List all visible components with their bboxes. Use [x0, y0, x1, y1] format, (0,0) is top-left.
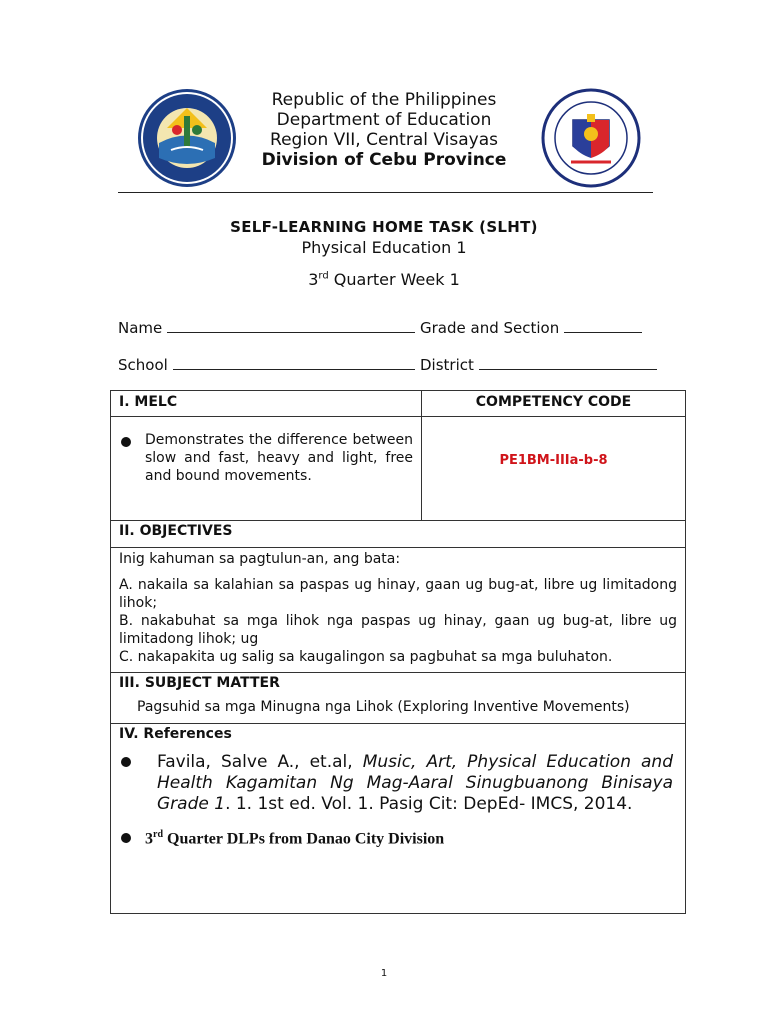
objective-b: B. nakabuhat sa mga lihok nga paspas ug hinay, gaan ug bug-at, libre ug limitadong lihok; ug: [119, 613, 677, 647]
reference-2-suffix: rd: [153, 829, 163, 840]
melc-heading: I. MELC: [111, 391, 422, 417]
district-input-line[interactable]: [479, 355, 657, 370]
melc-cell: [111, 417, 422, 521]
name-input-line[interactable]: [167, 318, 415, 333]
reference-1-title: Music, Art, Physical Education and Health Kagamitan Ng Mag-Aaral Sinugbuanong Binisaya Grade 1: [157, 752, 673, 814]
district-label: District: [420, 356, 474, 374]
name-label: Name: [118, 319, 163, 337]
lesson-table: [110, 390, 686, 914]
quarter-title: [0, 270, 768, 289]
reference-1: [119, 752, 677, 815]
header-divider: [118, 192, 653, 193]
school-input-line[interactable]: [173, 355, 415, 370]
page-number: 1: [380, 968, 388, 979]
code-cell: [422, 417, 686, 521]
department-line: Department of Education: [276, 110, 492, 130]
objectives-cell: [111, 548, 686, 673]
reference-2-number: 3: [145, 830, 153, 848]
school-label: School: [118, 356, 168, 374]
grade-section-label: Grade and Section: [420, 319, 560, 337]
reference-1-rest: . 1. 1st ed. Vol. 1. Pasig Cit: DepEd- IMCS, 2014.: [225, 794, 633, 814]
reference-1-author: Favila, Salve A., et.al,: [157, 752, 363, 772]
cebu-division-seal: [137, 88, 237, 188]
references-heading: IV. References: [119, 726, 232, 742]
melc-text: Demonstrates the difference between slow and fast, heavy and light, free and bound movements.: [145, 432, 413, 484]
bullet-icon: [121, 757, 131, 767]
bullet-icon: [121, 833, 131, 843]
objective-c: C. nakapakita ug salig sa kaugalingon sa pagbuhat sa mga buluhaton.: [119, 649, 613, 665]
quarter-suffix: rd: [318, 270, 329, 282]
grade-section-field: [420, 318, 642, 337]
references-cell: [111, 724, 686, 914]
quarter-number: 3: [308, 270, 319, 289]
competency-code-heading: COMPETENCY CODE: [422, 391, 686, 417]
competency-code: PE1BM-IIIa-b-8: [499, 453, 608, 468]
republic-line: Republic of the Philippines: [271, 90, 497, 110]
subject-matter-text: Pagsuhid sa mga Minugna nga Lihok (Exploring Inventive Movements): [137, 699, 630, 715]
document-title: SELF-LEARNING HOME TASK (SLHT): [230, 218, 538, 236]
reference-2-rest: Quarter DLPs from Danao City Division: [163, 830, 445, 848]
objectives-intro: Inig kahuman sa pagtulun-an, ang bata:: [119, 551, 401, 567]
deped-seal: [541, 88, 641, 188]
region-line: Region VII, Central Visayas: [270, 130, 498, 150]
subject-matter-cell: [111, 673, 686, 724]
division-line: Division of Cebu Province: [261, 150, 507, 170]
subject-title: Physical Education 1: [301, 238, 467, 257]
objectives-heading: II. OBJECTIVES: [111, 521, 686, 548]
district-field: [420, 355, 657, 374]
reference-2: [119, 829, 677, 848]
subject-matter-heading: III. SUBJECT MATTER: [119, 675, 280, 691]
quarter-rest: Quarter Week 1: [328, 270, 460, 289]
objective-a: A. nakaila sa kalahian sa paspas ug hinay, gaan ug bug-at, libre ug limitadong lihok;: [119, 577, 677, 611]
name-field: [118, 318, 415, 337]
bullet-icon: [121, 437, 131, 447]
letterhead: [235, 90, 533, 170]
grade-section-input-line[interactable]: [564, 318, 642, 333]
school-field: [118, 355, 415, 374]
